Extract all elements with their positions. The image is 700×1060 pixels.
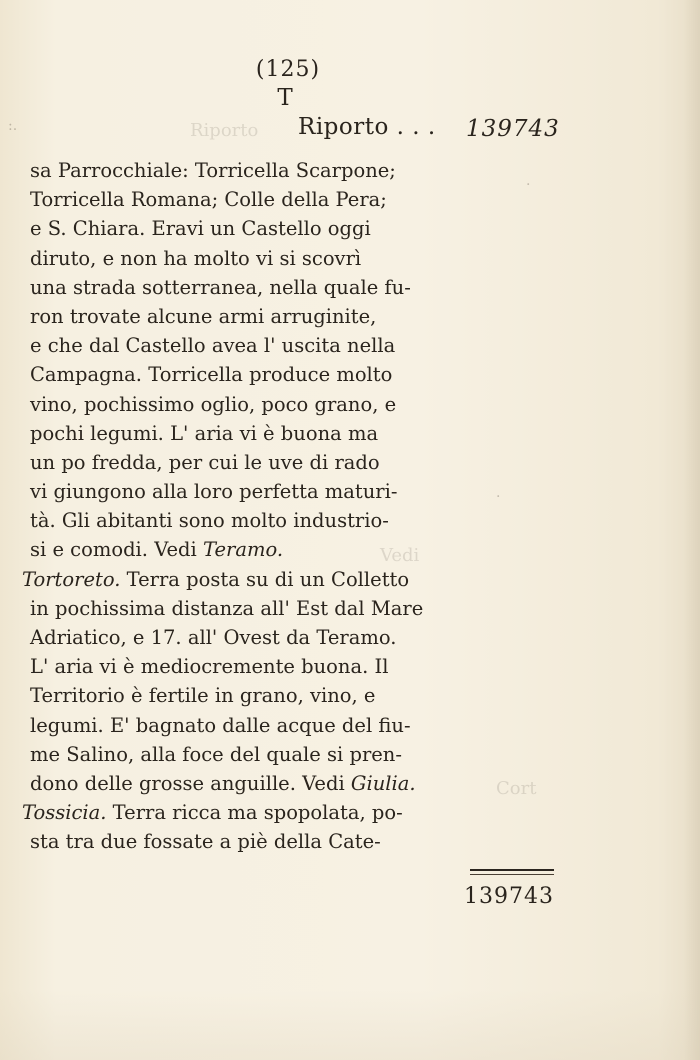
text-line: un po fredda, per cui le uve di rado xyxy=(30,450,380,474)
text-line: si e comodi. Vedi Teramo. xyxy=(30,538,284,562)
entry-line: Tossicia. Terra ricca ma spopolata, po- xyxy=(22,801,403,825)
text-line: tà. Gli abitanti sono molto industrio- xyxy=(30,509,389,533)
text-line: me Salino, alla foce del quale si pren- xyxy=(30,742,402,766)
text-line: dono delle grosse anguille. Vedi Giulia. xyxy=(30,771,416,795)
text-line: Territorio è fertile in grano, vino, e xyxy=(30,684,376,708)
carry-forward-label: Riporto . . . xyxy=(298,114,436,140)
text-line: legumi. E' bagnato dalle acque del fiu- xyxy=(30,713,411,737)
bleed-through-text: Vedi xyxy=(380,545,420,566)
cross-reference-word: Giulia. xyxy=(350,771,416,795)
gutter-mark: . xyxy=(526,173,531,189)
bleed-through-text: Cort xyxy=(496,778,537,799)
text-line: sa Parrocchiale: Torricella Scarpone; xyxy=(30,159,396,182)
text-line: e S. Chiara. Eravi un Castello oggi xyxy=(30,217,371,241)
sum-rule xyxy=(470,869,554,871)
text-line: sta tra due fossate a piè della Cate- xyxy=(30,830,381,854)
text-line: Adriatico, e 17. all' Ovest da Teramo. xyxy=(30,626,397,649)
text-line: ron trovate alcune armi arruginite, xyxy=(30,304,377,328)
cross-reference-label: Vedi xyxy=(154,538,197,562)
paper-edge-shadow xyxy=(0,990,700,1060)
text-line: pochi legumi. L' aria vi è buona ma xyxy=(30,421,379,445)
cross-reference-word: Teramo. xyxy=(202,538,284,562)
text-line: vi giungono alla loro perfetta maturi- xyxy=(30,480,398,504)
text-line: una strada sotterranea, nella quale fu- xyxy=(30,275,411,299)
sum-rule-secondary xyxy=(470,874,554,875)
bleed-through-text: Riporto xyxy=(190,120,259,141)
gutter-mark: . xyxy=(496,485,501,501)
text-line: diruto, e non ha molto vi si scovrì xyxy=(30,246,362,270)
text-line: L' aria vi è mediocremente buona. Il xyxy=(30,655,389,679)
text-line: in pochissima distanza all' Est dal Mare xyxy=(30,596,424,620)
text-line: Campagna. Torricella produce molto xyxy=(30,363,393,387)
text-line: vino, pochissimo oglio, poco grano, e xyxy=(30,392,397,416)
entry-line: Tortoreto. Terra posta su di un Colletto xyxy=(22,567,410,591)
text-line: e che dal Castello avea l' uscita nella xyxy=(30,334,396,358)
page-total-value: 139743 xyxy=(464,884,554,909)
main-text xyxy=(22,156,482,857)
page-number: (125) xyxy=(255,57,321,82)
gutter-mark: :. xyxy=(8,118,18,134)
entry-heading: Tossicia. xyxy=(22,801,107,825)
cross-reference-label: Vedi xyxy=(302,771,345,795)
text-line: Torricella Romana; Colle della Pera; xyxy=(30,188,387,212)
signature-mark: T xyxy=(277,85,293,111)
carry-forward-value: 139743 xyxy=(466,116,560,142)
entry-heading: Tortoreto. xyxy=(22,567,121,591)
